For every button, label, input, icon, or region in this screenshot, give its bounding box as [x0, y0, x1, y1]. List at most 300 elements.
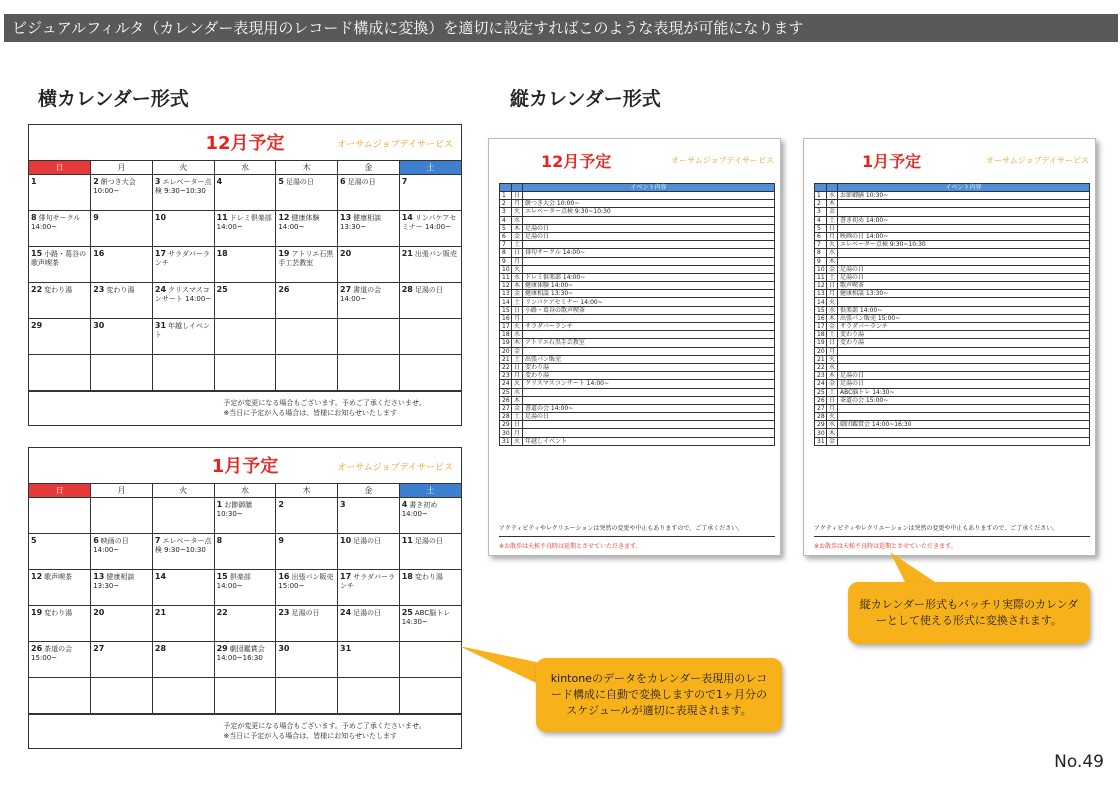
- day-number: 17: [500, 323, 512, 331]
- day-event: 健康相談 13:30~: [93, 572, 135, 590]
- day-number: 11: [815, 273, 827, 281]
- event-text: サラダバーランチ: [523, 323, 775, 331]
- day-cell: [29, 605, 91, 641]
- calendar-grid: [29, 161, 461, 391]
- event-text: 書き初め 14:00~: [838, 216, 1090, 224]
- weekday: 日: [512, 306, 523, 314]
- list-row: [500, 290, 775, 298]
- event-text: クリスマスコンサート 14:00~: [523, 380, 775, 388]
- day-number: 28: [154, 643, 167, 653]
- weekday: 木: [512, 224, 523, 232]
- day-number: 14: [401, 212, 413, 222]
- list-row: [500, 388, 775, 396]
- weekday: 火: [827, 241, 838, 249]
- list-row: [500, 421, 775, 429]
- day-event: 変わり湯: [44, 285, 73, 294]
- weekday: 金: [827, 265, 838, 273]
- list-row: [500, 339, 775, 347]
- event-text: 歌声喫茶: [838, 282, 1090, 290]
- event-text: 変わり湯: [838, 339, 1090, 347]
- event-text: 足湯の日: [838, 380, 1090, 388]
- day-number: 13: [500, 290, 512, 298]
- calendar-footer: [29, 391, 461, 425]
- weekday-header: 金: [338, 161, 400, 174]
- list-row: [815, 421, 1090, 429]
- day-cell: [29, 569, 91, 605]
- event-text: [838, 429, 1090, 437]
- day-event: お節御膳 10:30~: [216, 500, 253, 518]
- event-text: 足湯の日: [838, 265, 1090, 273]
- day-cell: [276, 605, 338, 641]
- weekday: 月: [827, 347, 838, 355]
- day-number: 15: [216, 571, 228, 581]
- weekday: 金: [827, 208, 838, 216]
- list-row: [500, 224, 775, 232]
- weekday: 木: [512, 396, 523, 404]
- day-cell: [91, 210, 153, 246]
- event-text: [523, 216, 775, 224]
- weekday-header: 火: [152, 484, 214, 497]
- list-row: [815, 323, 1090, 331]
- day-event: 倶楽部 14:00~: [216, 572, 251, 590]
- day-number: 4: [500, 216, 512, 224]
- event-text: [838, 257, 1090, 265]
- day-number: 7: [401, 176, 408, 186]
- day-number: 19: [278, 248, 290, 258]
- day-cell: [152, 641, 214, 677]
- event-text: 出張パン販売 15:00~: [838, 314, 1090, 322]
- event-text: [838, 249, 1090, 257]
- footer-note: ※当日に予定が入る場合は、皆様にお知らせいたします: [223, 408, 398, 417]
- day-cell: [214, 605, 276, 641]
- event-text: 俳句サークル 14:00~: [523, 249, 775, 257]
- day-number: 6: [93, 535, 99, 545]
- day-number: 30: [93, 320, 105, 330]
- list-row: [815, 429, 1090, 437]
- list-row: [500, 396, 775, 404]
- day-event: 書き初め 14:00~: [401, 500, 438, 518]
- day-cell: [152, 282, 214, 318]
- list-row: [815, 224, 1090, 232]
- week-row: [29, 497, 461, 533]
- brand-label: オーサムジョブデイサービス: [671, 156, 774, 165]
- weekday: 金: [512, 347, 523, 355]
- day-cell: [152, 174, 214, 210]
- day-number: 18: [216, 248, 228, 258]
- event-list-table: [499, 183, 775, 446]
- weekday: 水: [827, 421, 838, 429]
- list-row: [500, 323, 775, 331]
- weekday: 日: [512, 249, 523, 257]
- activity-note: アクティビティやレクリエーションは突然の変更や中止もありますので、ご了承ください。: [814, 525, 1059, 532]
- list-row: [500, 257, 775, 265]
- day-number: 14: [500, 298, 512, 306]
- day-cell: [152, 354, 214, 390]
- day-event: 足湯の日: [353, 608, 382, 617]
- day-number: 28: [815, 413, 827, 421]
- day-number: 20: [93, 607, 105, 617]
- day-cell: [399, 318, 461, 354]
- weekday: 日: [827, 396, 838, 404]
- list-row: [815, 208, 1090, 216]
- day-number: 16: [278, 571, 290, 581]
- day-number: 25: [401, 607, 413, 617]
- day-number: 8: [216, 535, 223, 545]
- day-number: 23: [500, 372, 512, 380]
- event-text: 変わり湯: [523, 363, 775, 371]
- day-number: 25: [815, 388, 827, 396]
- day-number: 1: [31, 176, 37, 186]
- event-text: 足湯の日: [523, 232, 775, 240]
- list-row: [815, 331, 1090, 339]
- day-number: 25: [500, 388, 512, 396]
- day-event: ドレミ倶楽部 14:00~: [216, 213, 272, 231]
- event-text: [523, 314, 775, 322]
- day-number: 26: [500, 396, 512, 404]
- weekday: 日: [827, 224, 838, 232]
- callout-right: 縦カレンダー形式もバッチリ実際のカレンダーとして使える形式に変換されます。: [848, 582, 1090, 644]
- weekday: 火: [827, 298, 838, 306]
- event-text: 健康相談 13:30~: [838, 290, 1090, 298]
- header-banner: [0, 0, 1120, 48]
- day-number: 12: [31, 571, 43, 581]
- day-number: 2: [815, 200, 827, 208]
- list-row: [500, 249, 775, 257]
- calendar-header: [29, 125, 461, 161]
- list-row: [500, 372, 775, 380]
- divider: [814, 536, 1090, 537]
- day-number: 3: [340, 499, 346, 509]
- weekday: 木: [827, 257, 838, 265]
- event-column-header: イベント内容: [523, 184, 775, 192]
- day-cell: [399, 174, 461, 210]
- day-cell: [338, 354, 400, 390]
- day-cell: [399, 497, 461, 533]
- day-number: 7: [815, 241, 827, 249]
- list-row: [815, 216, 1090, 224]
- event-text: 年越しイベント: [523, 437, 775, 445]
- event-list-table: [814, 183, 1090, 446]
- list-row: [500, 282, 775, 290]
- list-row: [500, 192, 775, 200]
- list-row: [815, 355, 1090, 363]
- vertical-calendar-heading: 縦カレンダー形式: [510, 88, 661, 110]
- day-number: 17: [815, 323, 827, 331]
- day-cell: [214, 533, 276, 569]
- brand-label: オーサムジョブデイサービス: [337, 140, 453, 150]
- event-text: [838, 224, 1090, 232]
- list-row: [815, 388, 1090, 396]
- weekday: 日: [512, 192, 523, 200]
- day-cell: [338, 677, 400, 713]
- footer-note: 予定が変更になる場合もございます。予めご了承くださいませ。: [223, 721, 426, 730]
- day-number: 6: [500, 232, 512, 240]
- day-number: 23: [278, 607, 290, 617]
- horizontal-calendar-heading: 横カレンダー形式: [38, 88, 189, 110]
- list-row: [500, 347, 775, 355]
- event-text: 映画の日 14:00~: [838, 232, 1090, 240]
- day-cell: [214, 210, 276, 246]
- brand-label: オーサムジョブデイサービス: [337, 463, 453, 473]
- list-row: [815, 298, 1090, 306]
- list-row: [500, 331, 775, 339]
- walk-note: ※お散歩は天候不良時は延期とさせていただきます。: [499, 543, 642, 550]
- list-row: [815, 347, 1090, 355]
- day-number: 31: [340, 643, 352, 653]
- weekday: 水: [827, 192, 838, 200]
- day-number: 10: [340, 535, 352, 545]
- weekday: 土: [827, 331, 838, 339]
- weekday: 月: [512, 200, 523, 208]
- day-number: 23: [93, 284, 105, 294]
- day-cell: [276, 641, 338, 677]
- day-number: 19: [31, 607, 43, 617]
- day-cell: [399, 282, 461, 318]
- day-number: 1: [216, 499, 223, 509]
- list-row: [815, 200, 1090, 208]
- weekday: 水: [827, 249, 838, 257]
- day-number: 11: [401, 535, 413, 545]
- day-cell: [399, 533, 461, 569]
- day-event: アトリエ石黒手工芸教室: [278, 249, 334, 267]
- event-text: [838, 355, 1090, 363]
- event-text: エレベーター点検 9:30~10:30: [523, 208, 775, 216]
- calendar-header: [29, 448, 461, 484]
- list-row: [815, 314, 1090, 322]
- event-text: アトリエ石黒手芸教室: [523, 339, 775, 347]
- day-cell: [214, 282, 276, 318]
- weekday: 水: [512, 331, 523, 339]
- day-number: 24: [500, 380, 512, 388]
- day-cell: [91, 174, 153, 210]
- list-row: [500, 380, 775, 388]
- event-text: 足湯の日: [838, 273, 1090, 281]
- day-number: 17: [340, 571, 352, 581]
- day-number: 22: [216, 607, 228, 617]
- list-row: [500, 265, 775, 273]
- event-text: 餅つき大会 10:00~: [523, 200, 775, 208]
- day-cell: [399, 569, 461, 605]
- day-number: 5: [500, 224, 512, 232]
- day-number: 4: [401, 499, 408, 509]
- day-event: 歌声喫茶: [44, 572, 73, 581]
- day-event: 変わり湯: [414, 572, 443, 581]
- event-text: エレベーター点検 9:30~10:30: [838, 241, 1090, 249]
- weekday: 木: [512, 282, 523, 290]
- day-cell: [399, 246, 461, 282]
- day-cell: [29, 282, 91, 318]
- event-text: [523, 257, 775, 265]
- weekday: 木: [827, 200, 838, 208]
- weekday: 金: [512, 232, 523, 240]
- list-row: [815, 282, 1090, 290]
- event-text: [523, 388, 775, 396]
- day-number: 9: [278, 535, 284, 545]
- weekday: 火: [827, 413, 838, 421]
- day-cell: [214, 174, 276, 210]
- day-number: 16: [815, 314, 827, 322]
- list-row: [500, 208, 775, 216]
- weekday: 日: [827, 282, 838, 290]
- day-cell: [91, 282, 153, 318]
- day-number: 25: [216, 284, 228, 294]
- day-event: 変わり湯: [44, 608, 73, 617]
- weekday-header: 土: [399, 161, 461, 174]
- day-cell: [399, 641, 461, 677]
- day-number: 31: [815, 437, 827, 445]
- day-event: 出張パン販売 15:00~: [278, 572, 334, 590]
- day-cell: [276, 569, 338, 605]
- day-number: 15: [500, 306, 512, 314]
- divider: [499, 536, 775, 537]
- day-number: 21: [154, 607, 167, 617]
- day-number: 21: [815, 355, 827, 363]
- day-number: 1: [500, 192, 512, 200]
- day-number: 26: [31, 643, 43, 653]
- calendar-footer: [29, 714, 461, 748]
- list-row: [815, 306, 1090, 314]
- day-number: 31: [500, 437, 512, 445]
- list-row: [500, 232, 775, 240]
- day-cell: [276, 174, 338, 210]
- day-event: 足湯の日: [414, 536, 443, 545]
- weekday: 金: [827, 437, 838, 445]
- day-cell: [214, 318, 276, 354]
- day-number: 18: [500, 331, 512, 339]
- weekday-header: 木: [276, 161, 338, 174]
- day-cell: [91, 497, 153, 533]
- day-number: 20: [500, 347, 512, 355]
- day-event: リンパケアセミナー 14:00~: [401, 213, 457, 231]
- list-row: [500, 273, 775, 281]
- day-cell: [152, 605, 214, 641]
- day-number: 6: [340, 176, 346, 186]
- january-horizontal-calendar: [28, 447, 462, 749]
- weekday-header: 土: [399, 484, 461, 497]
- day-event: 足湯の日: [414, 285, 443, 294]
- day-number: 17: [154, 248, 167, 258]
- list-row: [815, 339, 1090, 347]
- day-number: 12: [278, 212, 290, 222]
- day-number: 9: [93, 212, 99, 222]
- day-event: 出張パン販売: [414, 249, 457, 258]
- event-text: 小路・葛谷の歌声喫茶: [523, 306, 775, 314]
- day-event: 映画の日 14:00~: [93, 536, 129, 554]
- day-event: サラダバーランチ: [154, 249, 210, 267]
- day-number: 28: [401, 284, 413, 294]
- day-event: エレベーター点検 9:30~10:30: [154, 177, 212, 195]
- event-text: 書道の会 14:00~: [523, 404, 775, 412]
- day-cell: [214, 641, 276, 677]
- day-number: 2: [500, 200, 512, 208]
- event-text: リンパケアセミナー 14:00~: [523, 298, 775, 306]
- event-text: ABC脳トレ 14:30~: [838, 388, 1090, 396]
- day-number: 27: [340, 284, 352, 294]
- week-row: [29, 354, 461, 390]
- day-number: 16: [93, 248, 105, 258]
- day-number: 10: [500, 265, 512, 273]
- day-number: 2: [278, 499, 284, 509]
- weekday-header: 水: [214, 161, 276, 174]
- day-number: 12: [500, 282, 512, 290]
- day-number: 27: [93, 643, 105, 653]
- list-row: [500, 314, 775, 322]
- january-vertical-calendar: [803, 138, 1096, 556]
- day-cell: [214, 354, 276, 390]
- day-number: 29: [31, 320, 43, 330]
- weekday-header: 日: [29, 484, 91, 497]
- day-number: 2: [93, 176, 99, 186]
- weekday: 土: [827, 388, 838, 396]
- day-number: 5: [31, 535, 37, 545]
- weekday-header: 木: [276, 484, 338, 497]
- walk-note: ※お散歩は天候不良時は延期とさせていただきます。: [814, 543, 957, 550]
- day-event: 餅つき大会 10:00~: [93, 177, 136, 195]
- december-vertical-calendar: [488, 138, 781, 556]
- day-event: 足湯の日: [285, 177, 314, 186]
- footer-note: ※当日に予定が入る場合は、皆様にお知らせいたします: [223, 731, 398, 740]
- calendar-title: 12月予定: [205, 133, 285, 154]
- day-event: 健康相談 13:30~: [340, 213, 382, 231]
- weekday: 金: [512, 404, 523, 412]
- weekday: 火: [512, 437, 523, 445]
- day-number: 27: [500, 404, 512, 412]
- day-cell: [399, 210, 461, 246]
- event-column-header: イベント内容: [838, 184, 1090, 192]
- event-text: [838, 404, 1090, 412]
- banner-text: ビジュアルフィルタ（カレンダー表現用のレコード構成に変換）を適切に設定すればこのような表現が可能になります: [4, 14, 1118, 42]
- day-cell: [29, 318, 91, 354]
- day-cell: [214, 677, 276, 713]
- day-event: ABC脳トレ 14:30~: [401, 608, 451, 626]
- day-number: 24: [815, 380, 827, 388]
- day-number: 29: [815, 421, 827, 429]
- weekday: 月: [512, 314, 523, 322]
- week-row: [29, 533, 461, 569]
- day-number: 4: [815, 216, 827, 224]
- list-row: [815, 396, 1090, 404]
- day-event: 年越しイベント: [154, 321, 211, 339]
- list-row: [815, 372, 1090, 380]
- week-row: [29, 605, 461, 641]
- weekday: 月: [512, 257, 523, 265]
- day-cell: [338, 318, 400, 354]
- weekday: 水: [512, 216, 523, 224]
- day-cell: [29, 246, 91, 282]
- day-cell: [276, 318, 338, 354]
- callout-left: kintoneのデータをカレンダー表現用のレコード構成に自動で変換しますので1ヶ月分のスケジュールが適切に表現されます。: [536, 658, 782, 732]
- day-number: 5: [815, 224, 827, 232]
- week-row: [29, 569, 461, 605]
- event-text: [523, 241, 775, 249]
- day-cell: [399, 677, 461, 713]
- day-event: 足湯の日: [291, 608, 320, 617]
- list-row: [815, 404, 1090, 412]
- event-text: [838, 437, 1090, 445]
- day-cell: [276, 533, 338, 569]
- weekday: 水: [512, 388, 523, 396]
- weekday-header: 水: [214, 484, 276, 497]
- footer-note: 予定が変更になる場合もございます。予めご了承くださいませ。: [223, 398, 426, 407]
- weekday: 日: [512, 363, 523, 371]
- list-row: [815, 192, 1090, 200]
- day-cell: [399, 354, 461, 390]
- day-event: 劇団鑑賞会 14:00~16:30: [216, 644, 265, 662]
- december-horizontal-calendar: [28, 124, 462, 426]
- day-event: 足湯の日: [353, 536, 382, 545]
- day-cell: [276, 677, 338, 713]
- day-number: 18: [815, 331, 827, 339]
